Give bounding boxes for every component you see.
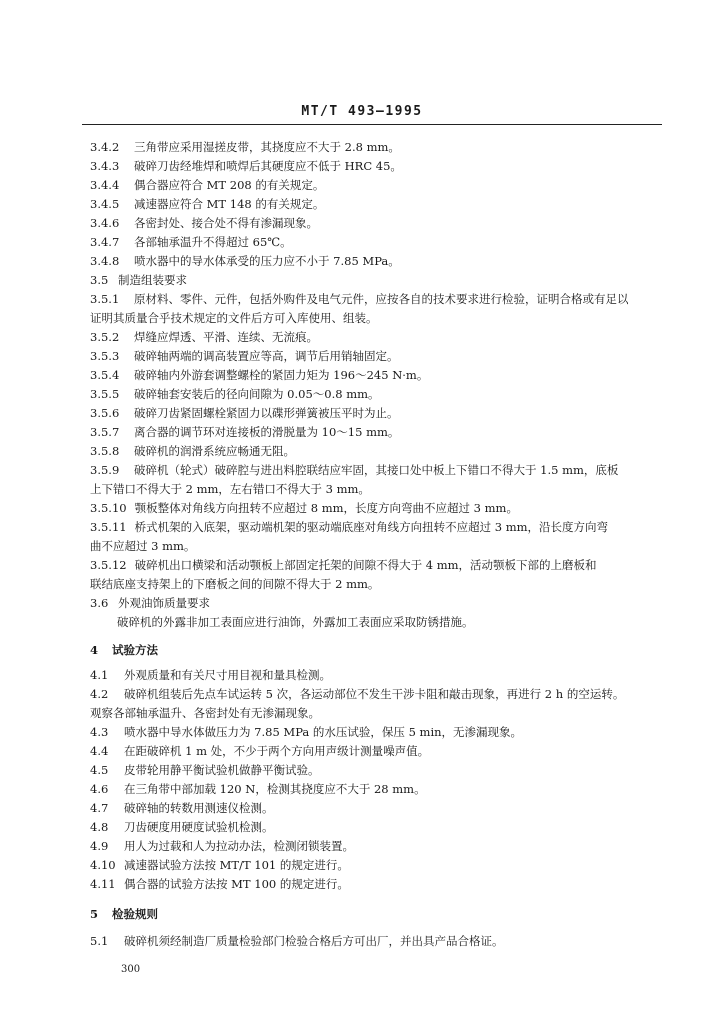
clause-3-5-10 <box>90 500 665 516</box>
section-5-heading <box>90 906 665 922</box>
clause-text: 破碎机的外露非加工表面应进行油饰，外露加工表面应采取防锈措施。 <box>117 615 474 629</box>
clause-number: 4 <box>90 643 99 657</box>
clause-number: 4.5 <box>90 763 109 777</box>
clause-number: 4.3 <box>90 725 109 739</box>
clause-4-11 <box>90 876 665 892</box>
clause-text: 上下错口不得大于 2 mm，左右错口不得大于 3 mm。 <box>90 482 370 496</box>
page-header: MT/T 493—1995 <box>301 104 423 119</box>
clause-text: 偶合器的试验方法按 MT 100 的规定进行。 <box>124 877 349 891</box>
clause-number: 3.4.6 <box>90 216 120 230</box>
clause-text: 桥式机架的入底架，驱动端机架的驱动端底座对角线方向扭转不应超过 3 mm，沿长度方向弯 <box>134 520 609 534</box>
clause-number: 5 <box>90 907 99 921</box>
clause-4-7 <box>90 800 665 816</box>
clause-text: 在距破碎机 1 m 处，不少于两个方向用声级计测量噪声值。 <box>124 744 430 758</box>
clause-4-9 <box>90 838 665 854</box>
clause-3-5-7 <box>90 424 665 440</box>
clause-number: 4.7 <box>90 801 109 815</box>
clause-number: 4.6 <box>90 782 109 796</box>
clause-3-4-7 <box>90 234 665 250</box>
clause-number: 3.4.7 <box>90 235 120 249</box>
clause-4-5 <box>90 762 665 778</box>
clause-number: 3.4.5 <box>90 197 120 211</box>
clause-3-5-6 <box>90 405 665 421</box>
clause-3-6-body <box>117 614 692 630</box>
clause-text: 检验规则 <box>112 907 158 921</box>
clause-3-4-3 <box>90 158 665 174</box>
page-number: 300 <box>121 964 141 975</box>
clause-4-1 <box>90 667 665 683</box>
clause-number: 3.5.4 <box>90 368 120 382</box>
clause-3-5-8 <box>90 443 665 459</box>
clause-text: 制造组装要求 <box>118 273 187 287</box>
clause-number: 4.9 <box>90 839 109 853</box>
clause-number: 3.4.2 <box>90 140 120 154</box>
clause-number: 5.1 <box>90 934 109 948</box>
clause-text: 颚板整体对角线方向扭转不应超过 8 mm，长度方向弯曲不应超过 3 mm。 <box>134 501 518 515</box>
clause-number: 4.11 <box>90 877 116 891</box>
clause-text: 三角带应采用湿搓皮带，其挠度应不大于 2.8 mm。 <box>134 140 400 154</box>
clause-number: 4.2 <box>90 687 109 701</box>
clause-text: 离合器的调节环对连接板的滑脱量为 10～15 mm。 <box>134 425 400 439</box>
clause-text: 外观质量和有关尺寸用目视和量具检测。 <box>124 668 331 682</box>
clause-4-10 <box>90 857 665 873</box>
clause-text: 破碎轴两端的调高装置应等高，调节后用销轴固定。 <box>134 349 399 363</box>
clause-text: 破碎轴的转数用测速仪检测。 <box>124 801 274 815</box>
clause-3-4-4 <box>90 177 665 193</box>
clause-3-5-4 <box>90 367 665 383</box>
section-4-heading <box>90 642 665 658</box>
clause-text: 喷水器中导水体做压力为 7.85 MPa 的水压试验，保压 5 min，无渗漏现象。 <box>124 725 523 739</box>
clause-text: 破碎轴套安装后的径向间隙为 0.05～0.8 mm。 <box>134 387 380 401</box>
clause-text: 破碎刀齿紧固螺栓紧固力以碟形弹簧被压平时为止。 <box>134 406 399 420</box>
clause-number: 3.5 <box>90 273 109 287</box>
clause-3-4-8 <box>90 253 665 269</box>
clause-text: 皮带轮用静平衡试验机做静平衡试验。 <box>124 763 320 777</box>
clause-3-5-12-continuation <box>90 576 665 592</box>
clause-text: 在三角带中部加载 120 N，检测其挠度应不大于 28 mm。 <box>124 782 426 796</box>
clause-number: 4.1 <box>90 668 109 682</box>
clause-text: 破碎机的润滑系统应畅通无阻。 <box>134 444 295 458</box>
clause-text: 联结底座支持架上的下磨板之间的间隙不得大于 2 mm。 <box>90 577 380 591</box>
clause-number: 3.5.7 <box>90 425 120 439</box>
clause-text: 原材料、零件、元件，包括外购件及电气元件，应按各自的技术要求进行检验，证明合格或有足以 <box>134 292 629 306</box>
section-3-6-heading <box>90 595 665 611</box>
clause-5-1 <box>90 933 665 949</box>
clause-number: 3.5.5 <box>90 387 120 401</box>
clause-number: 3.5.6 <box>90 406 120 420</box>
clause-text: 各部轴承温升不得超过 65℃。 <box>134 235 292 249</box>
clause-text: 各密封处、接合处不得有渗漏现象。 <box>134 216 318 230</box>
clause-3-5-12 <box>90 557 665 573</box>
clause-3-5-9-continuation <box>90 481 665 497</box>
clause-text: 破碎机组装后先点车试运转 5 次，各运动部位不发生干涉卡阻和敲击现象，再进行 2 h 的空运转。 <box>124 687 625 701</box>
clause-text: 喷水器中的导水体承受的压力应不小于 7.85 MPa。 <box>134 254 400 268</box>
clause-text: 破碎机须经制造厂质量检验部门检验合格后方可出厂，并出具产品合格证。 <box>124 934 504 948</box>
clause-4-8 <box>90 819 665 835</box>
clause-number: 3.5.1 <box>90 292 120 306</box>
clause-number: 3.4.4 <box>90 178 120 192</box>
clause-4-4 <box>90 743 665 759</box>
clause-number: 3.5.2 <box>90 330 120 344</box>
clause-number: 3.6 <box>90 596 109 610</box>
clause-3-5-9 <box>90 462 665 478</box>
clause-3-5-1-continuation <box>90 310 665 326</box>
clause-text: 减速器试验方法按 MT/T 101 的规定进行。 <box>124 858 349 872</box>
clause-3-4-2 <box>90 139 665 155</box>
clause-number: 4.8 <box>90 820 109 834</box>
clause-number: 3.5.10 <box>90 501 127 515</box>
clause-3-5-2 <box>90 329 665 345</box>
clause-number: 4.10 <box>90 858 116 872</box>
section-3-5-heading <box>90 272 665 288</box>
clause-text: 破碎机（轮式）破碎腔与进出料腔联结应牢固，其接口处中板上下错口不得大于 1.5 mm，底板 <box>134 463 619 477</box>
clause-number: 3.5.8 <box>90 444 120 458</box>
clause-4-2-continuation <box>90 705 665 721</box>
clause-text: 减速器应符合 MT 148 的有关规定。 <box>134 197 325 211</box>
clause-number: 3.4.8 <box>90 254 120 268</box>
clause-3-4-6 <box>90 215 665 231</box>
clause-text: 破碎刀齿经堆焊和喷焊后其硬度应不低于 HRC 45。 <box>134 159 402 173</box>
clause-text: 用人为过载和人为拉动办法，检测闭锁装置。 <box>124 839 354 853</box>
header-rule <box>82 124 662 125</box>
clause-text: 试验方法 <box>112 643 158 657</box>
clause-3-5-11 <box>90 519 665 535</box>
clause-number: 3.4.3 <box>90 159 120 173</box>
clause-text: 观察各部轴承温升、各密封处有无渗漏现象。 <box>90 706 320 720</box>
clause-text: 外观油饰质量要求 <box>118 596 210 610</box>
clause-text: 破碎机出口横梁和活动颚板上部固定托架的间隙不得大于 4 mm，活动颚板下部的上磨板和 <box>134 558 597 572</box>
clause-text: 曲不应超过 3 mm。 <box>90 539 196 553</box>
clause-text: 破碎轴内外游套调整螺栓的紧固力矩为 196～245 N·m。 <box>134 368 429 382</box>
clause-3-5-3 <box>90 348 665 364</box>
clause-3-5-11-continuation <box>90 538 665 554</box>
clause-number: 3.5.11 <box>90 520 127 534</box>
clause-3-4-5 <box>90 196 665 212</box>
clause-4-6 <box>90 781 665 797</box>
clause-4-3 <box>90 724 665 740</box>
clause-text: 焊缝应焊透、平滑、连续、无流痕。 <box>134 330 318 344</box>
clause-number: 3.5.12 <box>90 558 127 572</box>
clause-3-5-5 <box>90 386 665 402</box>
clause-text: 偶合器应符合 MT 208 的有关规定。 <box>134 178 325 192</box>
clause-text: 证明其质量合乎技术规定的文件后方可入库使用、组装。 <box>90 311 378 325</box>
clause-number: 4.4 <box>90 744 109 758</box>
clause-text: 刀齿硬度用硬度试验机检测。 <box>124 820 274 834</box>
clause-number: 3.5.9 <box>90 463 120 477</box>
clause-3-5-1 <box>90 291 665 307</box>
clause-4-2 <box>90 686 665 702</box>
clause-number: 3.5.3 <box>90 349 120 363</box>
